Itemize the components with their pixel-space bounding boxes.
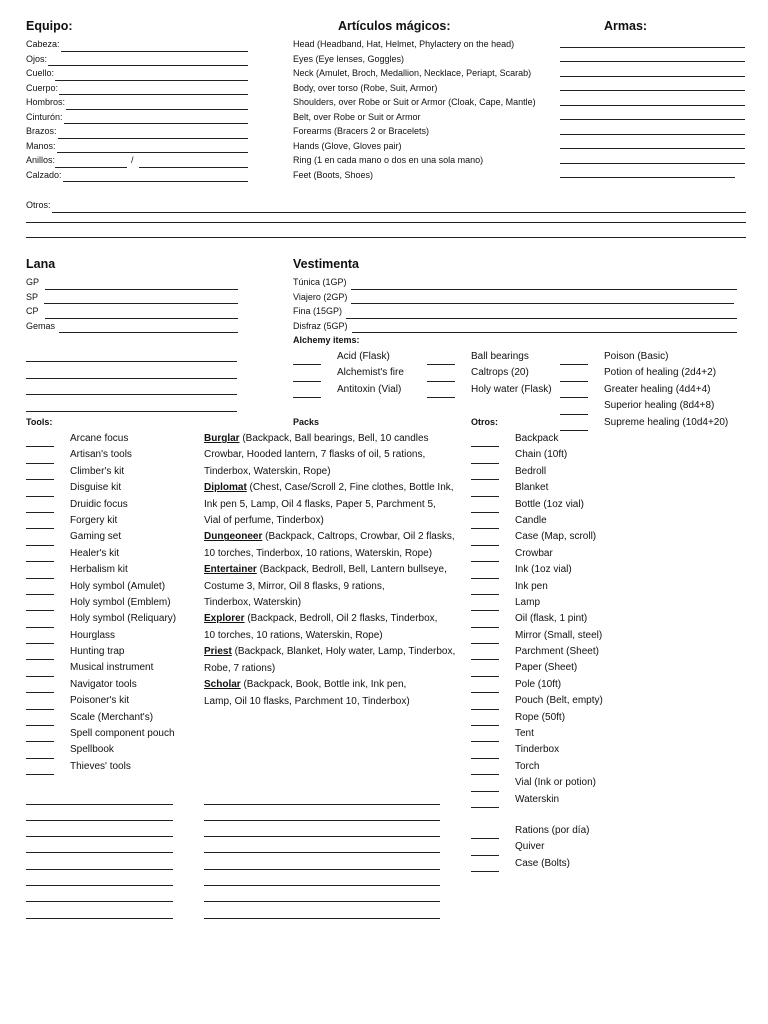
slot-brazos[interactable]: Brazos:	[26, 124, 248, 139]
otros-item[interactable]: Pouch (Belt, empty)	[471, 693, 603, 709]
pack-line: 10 torches, 10 rations, Waterskin, Rope)	[204, 629, 383, 641]
tool-item[interactable]: Forgery kit	[26, 513, 176, 529]
alchemy-item[interactable]: Antitoxin (Vial)	[293, 382, 404, 398]
lana-gp[interactable]: GP	[26, 275, 238, 290]
otros-item[interactable]: Backpack	[471, 431, 603, 447]
vestimenta-fields	[293, 275, 737, 333]
tool-item[interactable]: Musical instrument	[26, 660, 176, 676]
equipo-title: Equipo:	[26, 19, 73, 33]
otros-item[interactable]: Blanket	[471, 480, 603, 496]
otros-item[interactable]: Tent	[471, 726, 603, 742]
magic-item: Neck (Amulet, Broch, Medallion, Necklace, Periapt, Scarab)	[293, 68, 532, 78]
pack-line: Robe, 7 rations)	[204, 662, 276, 674]
equipo-slots	[26, 37, 248, 182]
alchemy-item[interactable]: Caltrops (20)	[427, 365, 552, 381]
tool-item[interactable]: Artisan's tools	[26, 447, 176, 463]
lana-fields	[26, 275, 238, 333]
otros-item[interactable]: Vial (Ink or potion)	[471, 775, 603, 791]
tools-title: Tools:	[26, 417, 53, 427]
pack-name: Entertainer	[204, 564, 257, 576]
tool-item[interactable]: Climber's kit	[26, 464, 176, 480]
tool-item[interactable]: Disguise kit	[26, 480, 176, 496]
otros-item[interactable]: Quiver	[471, 839, 589, 855]
lana-line[interactable]	[26, 378, 237, 379]
pack-line: Tinderbox, Waterskin, Rope)	[204, 465, 331, 477]
otros-item[interactable]: Case (Bolts)	[471, 856, 589, 872]
otros-item[interactable]: Parchment (Sheet)	[471, 644, 603, 660]
tool-item[interactable]: Arcane focus	[26, 431, 176, 447]
alchemy-col1	[293, 349, 404, 398]
otros-item[interactable]: Rope (50ft)	[471, 710, 603, 726]
tool-item[interactable]: Herbalism kit	[26, 562, 176, 578]
armas-title: Armas:	[604, 19, 648, 33]
otros-item[interactable]: Bottle (1oz vial)	[471, 497, 603, 513]
tool-item[interactable]: Healer's kit	[26, 546, 176, 562]
tool-item[interactable]: Druidic focus	[26, 497, 176, 513]
pack-name: Burglar	[204, 433, 240, 444]
otros-item[interactable]: Crowbar	[471, 546, 603, 562]
otros-item[interactable]: Candle	[471, 513, 603, 529]
slot-calzado[interactable]: Calzado:	[26, 168, 248, 183]
otros-item[interactable]: Lamp	[471, 595, 603, 611]
vestimenta-fina[interactable]: Fina (15GP)	[293, 304, 737, 319]
pack-name: Explorer	[204, 613, 245, 625]
pack-line: 10 torches, Tinderbox, 10 rations, Waterskin, Rope)	[204, 547, 433, 559]
pack-line: Dungeoneer (Backpack, Caltrops, Crowbar, Oil 2 flasks,	[204, 531, 455, 543]
otros-line[interactable]	[26, 222, 746, 223]
alchemy-item[interactable]: Poison (Basic)	[560, 349, 728, 365]
tool-item[interactable]: Hourglass	[26, 628, 176, 644]
tool-item[interactable]: Poisoner's kit	[26, 693, 176, 709]
slot-cabeza[interactable]: Cabeza:	[26, 37, 248, 52]
lana-line[interactable]	[26, 361, 237, 362]
otros-item[interactable]: Tinderbox	[471, 742, 603, 758]
lana-sp[interactable]: SP	[26, 290, 238, 305]
pack-line: Tinderbox, Waterskin)	[204, 597, 302, 609]
otros-item[interactable]: Chain (10ft)	[471, 447, 603, 463]
pack-name: Dungeoneer	[204, 531, 263, 543]
vestimenta-disfraz[interactable]: Disfraz (5GP)	[293, 319, 737, 334]
slot-cinturon[interactable]: Cinturón:	[26, 110, 248, 125]
otros-item[interactable]: Bedroll	[471, 464, 603, 480]
otros-item[interactable]: Mirror (Small, steel)	[471, 628, 603, 644]
lana-line[interactable]	[26, 394, 237, 395]
slot-cuello[interactable]: Cuello:	[26, 66, 248, 81]
alchemy-col3	[560, 349, 728, 431]
pack-line: Crowbar, Hooded lantern, 7 flasks of oil, 5 rations,	[204, 449, 426, 461]
pack-line: Burglar (Backpack, Ball bearings, Bell, 10 candles	[204, 433, 429, 444]
tool-item[interactable]: Holy symbol (Emblem)	[26, 595, 176, 611]
tool-item[interactable]: Navigator tools	[26, 677, 176, 693]
otros-list	[471, 431, 603, 808]
pack-line: Lamp, Oil 10 flasks, Parchment 10, Tinderbox)	[204, 695, 410, 707]
vestimenta-tunica[interactable]: Túnica (1GP)	[293, 275, 737, 290]
tools-list	[26, 431, 176, 775]
alchemy-col2	[427, 349, 552, 398]
alchemy-item[interactable]: Greater healing (4d4+4)	[560, 382, 728, 398]
otros-list-title: Otros:	[471, 417, 498, 427]
otros-item[interactable]: Oil (flask, 1 pint)	[471, 611, 603, 627]
magic-item: Ring (1 en cada mano o dos en una sola mano)	[293, 155, 484, 165]
magic-item: Shoulders, over Robe or Suit or Armor (Cloak, Cape, Mantle)	[293, 97, 536, 107]
pack-line: Vial of perfume, Tinderbox)	[204, 515, 324, 527]
magic-items-list	[293, 37, 536, 182]
lana-gemas[interactable]: Gemas	[26, 319, 238, 334]
otros-item[interactable]: Ink (1oz vial)	[471, 562, 603, 578]
pack-line: Diplomat (Chest, Case/Scroll 2, Fine clothes, Bottle Ink,	[204, 482, 454, 494]
pack-name: Diplomat	[204, 482, 247, 494]
tool-item[interactable]: Spell component pouch	[26, 726, 176, 742]
slot-anillos[interactable]: Anillos: /	[26, 153, 248, 168]
pack-line: Costume 3, Mirror, Oil 8 flasks, 9 rations,	[204, 580, 385, 592]
alchemy-item[interactable]: Superior healing (8d4+8)	[560, 398, 728, 414]
otros-item[interactable]: Rations (por día)	[471, 823, 589, 839]
slot-ojos[interactable]: Ojos:	[26, 52, 248, 67]
pack-line: Scholar (Backpack, Book, Bottle ink, Ink pen,	[204, 679, 407, 691]
lana-line[interactable]	[26, 411, 237, 412]
lana-cp[interactable]: CP	[26, 304, 238, 319]
otros-item[interactable]: Case (Map, scroll)	[471, 529, 603, 545]
alchemy-item[interactable]: Supreme healing (10d4+20)	[560, 415, 728, 431]
magic-item: Eyes (Eye lenses, Goggles)	[293, 53, 405, 64]
tool-item[interactable]: Thieves' tools	[26, 759, 176, 775]
alchemy-item[interactable]: Holy water (Flask)	[427, 382, 552, 398]
magicos-title: Artículos mágicos:	[338, 19, 451, 33]
pack-line: Priest (Backpack, Blanket, Holy water, Lamp, Tinderbox,	[204, 646, 456, 658]
pack-line: Entertainer (Backpack, Bedroll, Bell, Lantern bullseye,	[204, 564, 447, 576]
otros-item[interactable]: Pole (10ft)	[471, 677, 603, 693]
tool-item[interactable]: Holy symbol (Amulet)	[26, 579, 176, 595]
pack-name: Scholar	[204, 679, 241, 691]
otros-item[interactable]: Ink pen	[471, 579, 603, 595]
alchemy-item[interactable]: Alchemist's fire	[293, 365, 404, 381]
tool-item[interactable]: Spellbook	[26, 742, 176, 758]
otros-line[interactable]	[26, 237, 746, 238]
alchemy-item[interactable]: Potion of healing (2d4+2)	[560, 365, 728, 381]
slot-hombros[interactable]: Hombros:	[26, 95, 248, 110]
magic-item: Hands (Glove, Gloves pair)	[293, 140, 402, 151]
magic-item: Head (Headband, Hat, Helmet, Phylactery on the head)	[293, 39, 515, 49]
pack-line: Ink pen 5, Lamp, Oil 4 flasks, Paper 5, Parchment 5,	[204, 498, 436, 510]
vestimenta-viajero[interactable]: Viajero (2GP)	[293, 290, 737, 305]
otros-item[interactable]: Paper (Sheet)	[471, 660, 603, 676]
tool-item[interactable]: Gaming set	[26, 529, 176, 545]
alchemy-item[interactable]: Acid (Flask)	[293, 349, 404, 365]
otros-item[interactable]: Waterskin	[471, 792, 603, 808]
pack-line: Explorer (Backpack, Bedroll, Oil 2 flasks, Tinderbox,	[204, 613, 438, 625]
magic-item: Body, over torso (Robe, Suit, Armor)	[293, 82, 438, 93]
lana-title: Lana	[26, 257, 56, 271]
vestimenta-title: Vestimenta	[293, 257, 360, 271]
otros-field[interactable]: Otros:	[26, 198, 746, 213]
magic-item: Forearms (Bracers 2 or Bracelets)	[293, 126, 430, 136]
tool-item[interactable]: Holy symbol (Reliquary)	[26, 611, 176, 627]
magic-item: Feet (Boots, Shoes)	[293, 169, 374, 180]
otros-extra-list	[471, 823, 589, 872]
alchemy-title: Alchemy items:	[293, 335, 360, 345]
packs-title: Packs	[293, 417, 320, 427]
slot-manos[interactable]: Manos:	[26, 139, 248, 154]
slot-cuerpo[interactable]: Cuerpo:	[26, 81, 248, 96]
otros-item[interactable]: Torch	[471, 759, 603, 775]
packs-list	[204, 431, 455, 710]
alchemy-item[interactable]: Ball bearings	[427, 349, 552, 365]
tool-item[interactable]: Hunting trap	[26, 644, 176, 660]
magic-item: Belt, over Robe or Suit or Armor	[293, 111, 421, 122]
tool-item[interactable]: Scale (Merchant's)	[26, 710, 176, 726]
pack-name: Priest	[204, 646, 232, 658]
